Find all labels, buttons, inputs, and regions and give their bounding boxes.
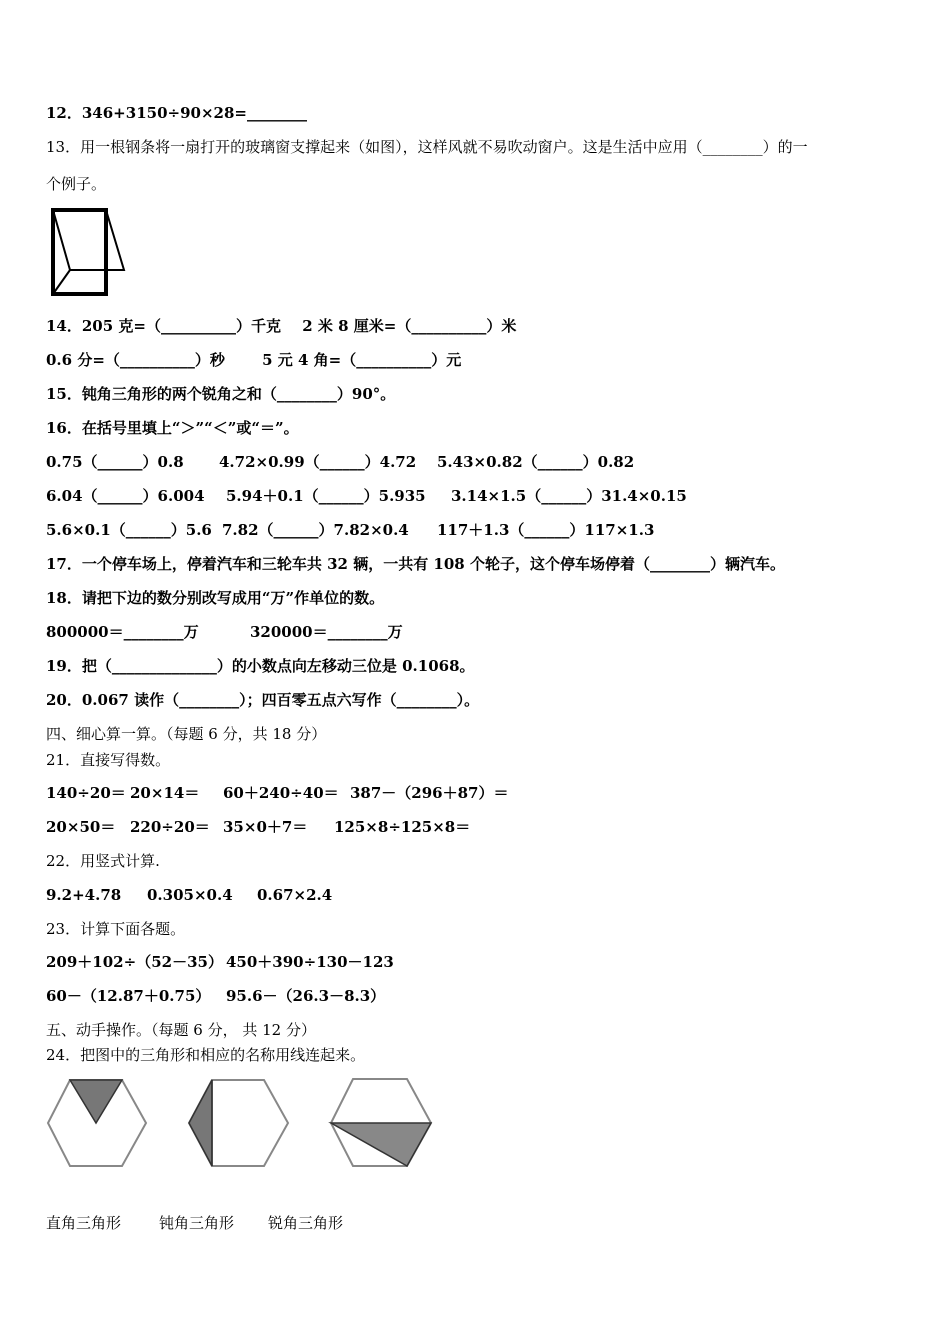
question-23-title: 23．计算下面各题。 <box>46 920 186 938</box>
question-14-line2 <box>46 350 461 370</box>
label-acute-triangle: 锐角三角形 <box>268 1214 344 1232</box>
q14-item-grams: 14．205 克=（__________）千克 <box>46 317 281 335</box>
q16-row <box>46 452 634 472</box>
q21-item: 125×8÷125×8＝ <box>334 818 471 836</box>
q22-item: 0.67×2.4 <box>257 886 333 904</box>
label-obtuse-triangle: 钝角三角形 <box>159 1214 235 1232</box>
hexagon-figure-2 <box>186 1078 290 1170</box>
question-15: 15．钝角三角形的两个锐角之和（________）90°。 <box>46 385 396 403</box>
q23-item: 209＋102÷（52－35） <box>46 953 223 971</box>
question-21-title: 21．直接写得数。 <box>46 751 171 769</box>
section-5-heading: 五、动手操作。（每题 6 分， 共 12 分） <box>46 1021 316 1039</box>
q22-item: 0.305×0.4 <box>147 886 233 904</box>
q21-item: 387－（296＋87）＝ <box>350 784 509 802</box>
q23-item: 450＋390÷130－123 <box>226 953 394 971</box>
q21-row <box>46 817 470 837</box>
q18-row <box>46 622 403 642</box>
q22-row <box>46 885 332 905</box>
q16-item: 0.75（______）0.8 <box>46 453 184 471</box>
q23-item: 60－（12.87＋0.75） <box>46 987 211 1005</box>
question-16-title: 16．在括号里填上“＞”“＜”或“＝”。 <box>46 419 299 437</box>
q18-item: 320000＝________万 <box>250 623 403 641</box>
q16-item: 5.43×0.82（______）0.82 <box>437 453 635 471</box>
question-24-title: 24．把图中的三角形和相应的名称用线连起来。 <box>46 1046 366 1064</box>
q23-row <box>46 952 394 972</box>
question-19: 19．把（______________）的小数点向左移动三位是 0.1068。 <box>46 657 475 675</box>
q18-item: 800000＝________万 <box>46 623 199 641</box>
q16-row <box>46 486 687 506</box>
q16-item: 6.04（______）6.004 <box>46 487 205 505</box>
question-22-title: 22．用竖式计算. <box>46 852 160 870</box>
q21-item: 35×0＋7＝ <box>223 818 308 836</box>
q16-item: 4.72×0.99（______）4.72 <box>219 453 417 471</box>
q23-row <box>46 986 385 1006</box>
q16-item: 3.14×1.5（______）31.4×0.15 <box>451 487 687 505</box>
q14-item-seconds: 0.6 分=（__________）秒 <box>46 351 225 369</box>
q21-item: 140÷20＝ <box>46 784 126 802</box>
q16-item: 5.6×0.1（______）5.6 <box>46 521 212 539</box>
q21-item: 60＋240÷40＝ <box>223 784 339 802</box>
question-12: 12．346+3150÷90×28=________ <box>46 104 307 122</box>
q21-item: 220÷20＝ <box>130 818 210 836</box>
question-17: 17．一个停车场上，停着汽车和三轮车共 32 辆，一共有 108 个轮子，这个停车场停着（________）辆汽车。 <box>46 555 785 573</box>
section-4-heading: 四、细心算一算。（每题 6 分，共 18 分） <box>46 725 327 743</box>
hexagon-figure-3 <box>328 1076 434 1170</box>
window-brace-figure <box>50 207 130 297</box>
question-20: 20．0.067 读作（________）；四百零五点六写作（________）。 <box>46 691 480 709</box>
question-13-line2: 个例子。 <box>46 175 107 193</box>
q22-item: 9.2+4.78 <box>46 886 122 904</box>
hexagon-figure-1 <box>46 1078 150 1170</box>
q14-item-meters: 2 米 8 厘米=（__________）米 <box>302 317 517 335</box>
question-14-line1 <box>46 316 516 336</box>
q23-item: 95.6－（26.3－8.3） <box>226 987 386 1005</box>
question-13-line1: 13．用一根钢条将一扇打开的玻璃窗支撑起来（如图），这样风就不易吹动窗户。这是生活中应用（________）的一 <box>46 138 808 156</box>
q16-item: 5.94＋0.1（______）5.935 <box>226 487 426 505</box>
q21-row <box>46 783 509 803</box>
q16-item: 7.82（______）7.82×0.4 <box>222 521 409 539</box>
q14-item-yuan: 5 元 4 角=（__________）元 <box>262 351 462 369</box>
q16-item: 117＋1.3（______）117×1.3 <box>437 521 655 539</box>
question-18-title: 18．请把下边的数分别改写成用“万”作单位的数。 <box>46 589 385 607</box>
label-right-triangle: 直角三角形 <box>46 1214 122 1232</box>
q21-item: 20×50＝ <box>46 818 116 836</box>
q16-row <box>46 520 654 540</box>
q21-item: 20×14＝ <box>130 784 200 802</box>
